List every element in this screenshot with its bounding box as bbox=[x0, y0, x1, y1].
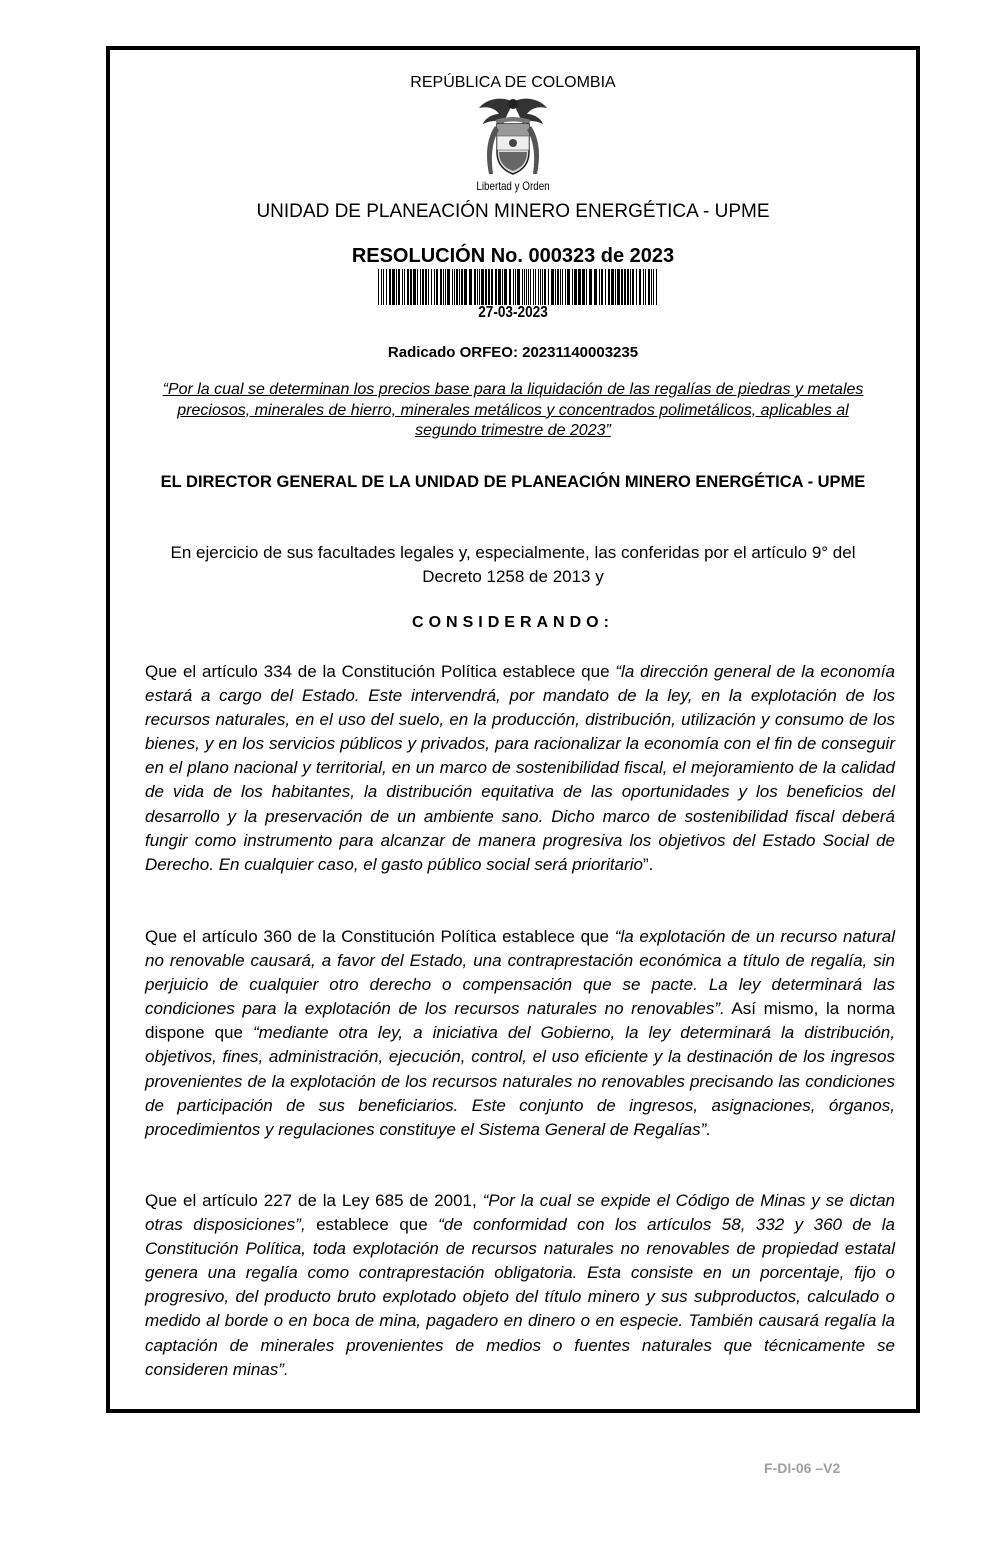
quote-run: “la explotación de un recurso natural no renovable causará, a favor del Estado, una contraprestación económica a título de regalía, sin perjuicio de cualquier otro derecho o compensación que se pacte. La ley determinará las condiciones para la explotación de los recursos naturales no renovables”. bbox=[145, 927, 895, 1019]
paragraph-article-227 bbox=[145, 1189, 895, 1382]
barcode-date: 27-03-2023 bbox=[478, 304, 548, 321]
text-run: Que el artículo 334 de la Constitución Política establece que bbox=[145, 662, 616, 681]
director-heading: EL DIRECTOR GENERAL DE LA UNIDAD DE PLANEACIÓN MINERO ENERGÉTICA - UPME bbox=[160, 473, 866, 491]
entity-name: UNIDAD DE PLANEACIÓN MINERO ENERGÉTICA - UPME bbox=[256, 201, 770, 222]
text-run: Que el artículo 360 de la Constitución Política establece que bbox=[145, 927, 615, 946]
text-run: Que el artículo 227 de la Ley 685 de 2001, bbox=[145, 1191, 483, 1210]
resolution-epigraph: “Por la cual se determinan los precios base para la liquidación de las regalías de piedras y metales preciosos, minerales de hierro, minerales metálicos y concentrados polimetálicos, aplicables al segundo trimestre de 2023” bbox=[162, 381, 864, 439]
paragraph-article-360 bbox=[145, 925, 895, 1142]
quote-run: “Por la cual se expide el Código de Minas y se dictan otras disposiciones”, bbox=[145, 1191, 896, 1235]
text-run: ”. bbox=[642, 854, 654, 874]
form-code: F-DI-06 –V2 bbox=[764, 1460, 841, 1476]
country-name: REPÚBLICA DE COLOMBIA bbox=[410, 74, 616, 91]
radicado-number: Radicado ORFEO: 20231140003235 bbox=[387, 344, 639, 361]
motto: Libertad y Orden bbox=[476, 179, 550, 193]
paragraph-article-334 bbox=[145, 660, 895, 877]
text-run: establece que bbox=[305, 1215, 439, 1235]
quote-run: “mediante otra ley, a iniciativa del Gobierno, la ley determinará la distribución, objetivos, fines, administración, ejecución, control, el uso eficiente y la destinación de los ingresos provenientes de la explotación de los recursos naturales no renovables precisando las condiciones de participación de sus beneficiarios. Este conjunto de ingresos, asignaciones, órganos, procedimientos y regulaciones constituye el Sistema General de Regalías”. bbox=[145, 1023, 895, 1139]
text-run: Así mismo, la norma dispone que bbox=[145, 999, 895, 1043]
faculties-statement: En ejercicio de sus facultades legales y, especialmente, las conferidas por el artículo 9° del Decreto 1258 de 2013 y bbox=[170, 543, 856, 586]
quote-run: “la dirección general de la economía estará a cargo del Estado. Este intervendrá, por mandato de la ley, en la explotación de los recursos naturales, en el uso del suelo, en la producción, distribución, utilización y consumo de los bienes, y en los servicios públicos y privados, para racionalizar la economía con el fin de conseguir en el plano nacional y territorial, en un marco de sostenibilidad fiscal, el mejoramiento de la calidad de vida de los habitantes, la distribución equitativa de las oportunidades y los beneficios del desarrollo y la preservación de un ambiente sano. Dicho marco de sostenibilidad fiscal deberá fungir como instrumento para alcanzar de manera progresiva los objetivos del Estado Social de Derecho. En cualquier caso, el gasto público social será prioritario bbox=[145, 662, 895, 874]
barcode bbox=[378, 269, 660, 305]
document-frame bbox=[106, 46, 920, 1413]
resolution-number: RESOLUCIÓN No. 000323 de 2023 bbox=[351, 245, 675, 267]
considerando-heading: CONSIDERANDO: bbox=[412, 614, 614, 631]
quote-run: “de conformidad con los artículos 58, 332 y 360 de la Constitución Política, toda explotación de recursos naturales no renovables de propiedad estatal genera una regalía como contraprestación obligatoria. Esta consiste en un porcentaje, fijo o progresivo, del producto bruto explotado objeto del título minero y sus subproductos, calculado o medido al borde o en boca de mina, pagadero en dinero o en especie. También causará regalía la captación de minerales provenientes de medios o fuentes naturales que técnicamente se consideren minas”. bbox=[145, 1215, 895, 1379]
